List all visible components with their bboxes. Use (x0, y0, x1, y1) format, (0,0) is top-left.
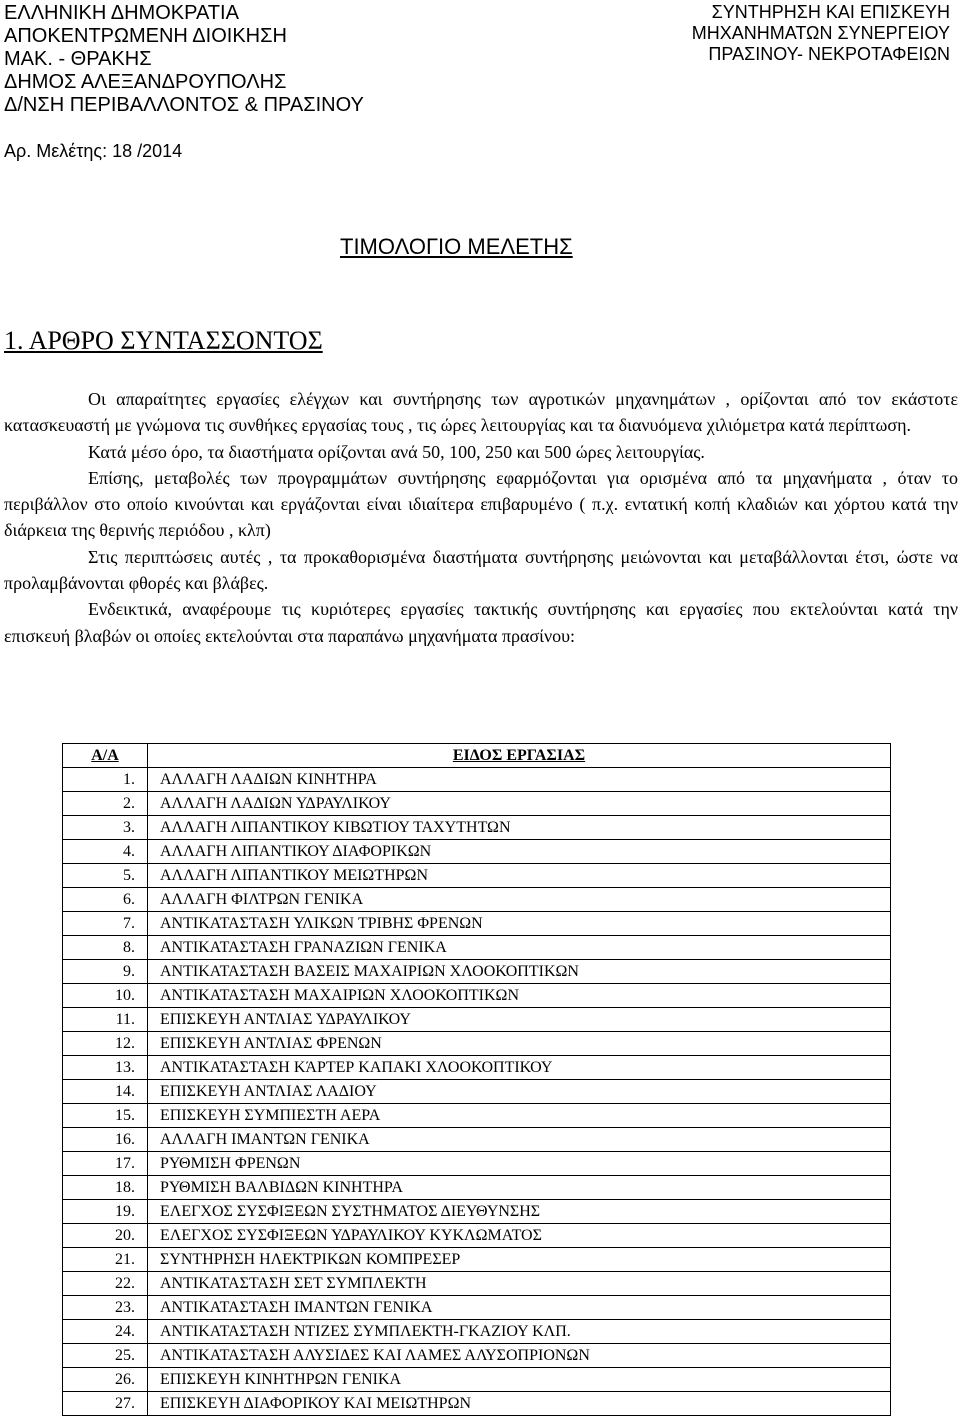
table-row (63, 912, 891, 936)
row-work-type: ΕΛΕΓΧΟΣ ΣΥΣΦΙΞΕΩΝ ΥΔΡΑΥΛΙΚΟΥ ΚΥΚΛΩΜΑΤΟΣ (148, 1224, 891, 1248)
row-work-type: ΑΝΤΙΚΑΤΑΣΤΑΣΗ ΒΑΣΕΙΣ ΜΑΧΑΙΡΙΩΝ ΧΛΟΟΚΟΠΤΙΚΩΝ (148, 960, 891, 984)
row-work-type: ΕΠΙΣΚΕΥΗ ΣΥΜΠΙΕΣΤΗ ΑΕΡΑ (148, 1104, 891, 1128)
table-row (63, 1248, 891, 1272)
paragraph: Στις περιπτώσεις αυτές , τα προκαθορισμένα διαστήματα συντήρησης μειώνονται και μεταβάλλονται έτσι, ώστε να προλαμβάνονται φθορές και βλάβες. (4, 546, 958, 594)
row-work-type: ΑΛΛΑΓΗ ΛΙΠΑΝΤΙΚΟΥ ΔΙΑΦΟΡΙΚΩΝ (148, 840, 891, 864)
row-index: 22. (63, 1272, 148, 1296)
table-row (63, 840, 891, 864)
row-index: 27. (63, 1392, 148, 1416)
table-row (63, 1008, 891, 1032)
row-index: 1. (63, 768, 148, 792)
row-work-type: ΕΠΙΣΚΕΥΗ ΑΝΤΛΙΑΣ ΦΡΕΝΩΝ (148, 1032, 891, 1056)
table-row (63, 864, 891, 888)
row-index: 8. (63, 936, 148, 960)
row-index: 12. (63, 1032, 148, 1056)
issuer-line: ΕΛΛΗΝΙΚΗ ΔΗΜΟΚΡΑΤΙΑ (4, 2, 239, 24)
article-heading: 1. ΑΡΘΡΟ ΣΥΝΤΑΣΣΟΝΤΟΣ (4, 326, 323, 355)
row-work-type: ΑΛΛΑΓΗ ΛΑΔΙΩΝ ΚΙΝΗΤΗΡΑ (148, 768, 891, 792)
row-index: 15. (63, 1104, 148, 1128)
row-index: 9. (63, 960, 148, 984)
row-index: 20. (63, 1224, 148, 1248)
row-work-type: ΑΝΤΙΚΑΤΑΣΤΑΣΗ ΓΡΑΝΑΖΙΩΝ ΓΕΝΙΚΑ (148, 936, 891, 960)
row-work-type: ΑΝΤΙΚΑΤΑΣΤΑΣΗ ΑΛΥΣΙΔΕΣ ΚΑΙ ΛΑΜΕΣ ΑΛΥΣΟΠΡΙΟΝΩΝ (148, 1344, 891, 1368)
row-work-type: ΑΝΤΙΚΑΤΑΣΤΑΣΗ ΚΆΡΤΕΡ ΚΑΠΑΚΙ ΧΛΟΟΚΟΠΤΙΚΟΥ (148, 1056, 891, 1080)
study-number: Αρ. Μελέτης: 18 /2014 (4, 141, 183, 161)
row-work-type: ΕΠΙΣΚΕΥΗ ΚΙΝΗΤΗΡΩΝ ΓΕΝΙΚΑ (148, 1368, 891, 1392)
row-index: 25. (63, 1344, 148, 1368)
column-header-work-type: ΕΙΔΟΣ ΕΡΓΑΣΙΑΣ (148, 744, 891, 768)
row-work-type: ΕΠΙΣΚΕΥΗ ΔΙΑΦΟΡΙΚΟΥ ΚΑΙ ΜΕΙΩΤΗΡΩΝ (148, 1392, 891, 1416)
table-row (63, 1224, 891, 1248)
row-work-type: ΑΝΤΙΚΑΤΑΣΤΑΣΗ ΙΜΑΝΤΩΝ ΓΕΝΙΚΑ (148, 1296, 891, 1320)
document-title: ΤΙΜΟΛΟΓΙΟ ΜΕΛΕΤΗΣ (340, 234, 573, 259)
table-row (63, 1344, 891, 1368)
row-work-type: ΑΛΛΑΓΗ ΛΑΔΙΩΝ ΥΔΡΑΥΛΙΚΟΥ (148, 792, 891, 816)
table-row (63, 1032, 891, 1056)
row-work-type: ΑΝΤΙΚΑΤΑΣΤΑΣΗ ΝΤΙΖΕΣ ΣΥΜΠΛΕΚΤΗ-ΓΚΑΖΙΟΥ ΚΛΠ. (148, 1320, 891, 1344)
project-title-line: ΠΡΑΣΙΝΟΥ- ΝΕΚΡΟΤΑΦΕΙΩΝ (708, 44, 950, 64)
table-row (63, 984, 891, 1008)
row-work-type: ΑΛΛΑΓΗ ΛΙΠΑΝΤΙΚΟΥ ΚΙΒΩΤΙΟΥ ΤΑΧΥΤΗΤΩΝ (148, 816, 891, 840)
row-work-type: ΑΛΛΑΓΗ ΛΙΠΑΝΤΙΚΟΥ ΜΕΙΩΤΗΡΩΝ (148, 864, 891, 888)
row-index: 4. (63, 840, 148, 864)
row-work-type: ΕΠΙΣΚΕΥΗ ΑΝΤΛΙΑΣ ΥΔΡΑΥΛΙΚΟΥ (148, 1008, 891, 1032)
row-index: 11. (63, 1008, 148, 1032)
issuer-line: ΜΑΚ. - ΘΡΑΚΗΣ (4, 48, 152, 70)
row-index: 18. (63, 1176, 148, 1200)
row-index: 24. (63, 1320, 148, 1344)
row-work-type: ΡΥΘΜΙΣΗ ΦΡΕΝΩΝ (148, 1152, 891, 1176)
row-index: 3. (63, 816, 148, 840)
row-index: 5. (63, 864, 148, 888)
table-row (63, 1080, 891, 1104)
table-row (63, 1152, 891, 1176)
body-text (4, 386, 958, 649)
row-index: 21. (63, 1248, 148, 1272)
row-index: 14. (63, 1080, 148, 1104)
table-body (63, 768, 891, 1416)
table-row (63, 1392, 891, 1416)
row-work-type: ΕΠΙΣΚΕΥΗ ΑΝΤΛΙΑΣ ΛΑΔΙΟΥ (148, 1080, 891, 1104)
table-row (63, 1128, 891, 1152)
table-row (63, 1368, 891, 1392)
row-work-type: ΑΝΤΙΚΑΤΑΣΤΑΣΗ ΜΑΧΑΙΡΙΩΝ ΧΛΟΟΚΟΠΤΙΚΩΝ (148, 984, 891, 1008)
row-index: 7. (63, 912, 148, 936)
row-work-type: ΣΥΝΤΗΡΗΣΗ ΗΛΕΚΤΡΙΚΩΝ ΚΟΜΠΡΕΣΕΡ (148, 1248, 891, 1272)
issuer-line: ΔΗΜΟΣ ΑΛΕΞΑΝΔΡΟΥΠΟΛΗΣ (4, 71, 287, 93)
row-index: 23. (63, 1296, 148, 1320)
issuer-block (4, 2, 364, 117)
row-work-type: ΑΛΛΑΓΗ ΦΙΛΤΡΩΝ ΓΕΝΙΚΑ (148, 888, 891, 912)
project-title-block (692, 2, 950, 65)
table-row (63, 1056, 891, 1080)
paragraph: Κατά μέσο όρο, τα διαστήματα ορίζονται ανά 50, 100, 250 και 500 ώρες λειτουργίας. (88, 441, 705, 462)
paragraph: Οι απαραίτητες εργασίες ελέγχων και συντήρησης των αγροτικών μηχανημάτων , ορίζονται από τον εκάστοτε κατασκευαστή με γνώμονα τις συνθήκες εργασίας τους , τις ώρες λειτουργίας και τα διανυόμενα χιλιόμετρα κατά περίπτωση. (4, 389, 958, 436)
row-index: 16. (63, 1128, 148, 1152)
table-row (63, 816, 891, 840)
issuer-line: ΑΠΟΚΕΝΤΡΩΜΕΝΗ ΔΙΟΙΚΗΣΗ (4, 25, 287, 47)
row-index: 10. (63, 984, 148, 1008)
project-title-line: ΜΗΧΑΝΗΜΑΤΩΝ ΣΥΝΕΡΓΕΙΟΥ (691, 23, 950, 43)
table-row (63, 1200, 891, 1224)
table-row (63, 768, 891, 792)
table-row (63, 960, 891, 984)
table-row (63, 1320, 891, 1344)
row-work-type: ΕΛΕΓΧΟΣ ΣΥΣΦΙΞΕΩΝ ΣΥΣΤΗΜΑΤΟΣ ΔΙΕΥΘΥΝΣΗΣ (148, 1200, 891, 1224)
table-header-row (63, 744, 891, 768)
row-work-type: ΑΝΤΙΚΑΤΑΣΤΑΣΗ ΣΕΤ ΣΥΜΠΛΕΚΤΗ (148, 1272, 891, 1296)
table-row (63, 1104, 891, 1128)
row-work-type: ΑΝΤΙΚΑΤΑΣΤΑΣΗ ΥΛΙΚΩΝ ΤΡΙΒΗΣ ΦΡΕΝΩΝ (148, 912, 891, 936)
row-index: 13. (63, 1056, 148, 1080)
row-work-type: ΑΛΛΑΓΗ ΙΜΑΝΤΩΝ ΓΕΝΙΚΑ (148, 1128, 891, 1152)
table-row (63, 888, 891, 912)
paragraph: Επίσης, μεταβολές των προγραμμάτων συντήρησης εφαρμόζονται για ορισμένα από τα μηχανήματα , όταν το περιβάλλον στο οποίο κινούνται και εργάζονται είναι ιδιαίτερα επιβαρυμένο ( π.χ. εντατική κοπή κλαδιών και χόρτου κατά την διάρκεια της θερινής περιόδου , κλπ) (4, 467, 958, 541)
table-row (63, 1296, 891, 1320)
table-row (63, 1272, 891, 1296)
row-work-type: ΡΥΘΜΙΣΗ ΒΑΛΒΙΔΩΝ ΚΙΝΗΤΗΡΑ (148, 1176, 891, 1200)
issuer-line: Δ/ΝΣΗ ΠΕΡΙΒΑΛΛΟΝΤΟΣ & ΠΡΑΣΙΝΟΥ (4, 94, 364, 116)
row-index: 6. (63, 888, 148, 912)
table-row (63, 936, 891, 960)
row-index: 17. (63, 1152, 148, 1176)
column-header-index: Α/Α (63, 744, 148, 768)
paragraph: Ενδεικτικά, αναφέρουμε τις κυριότερες εργασίες τακτικής συντήρησης και εργασίες που εκτελούνται κατά την επισκευή βλαβών οι οποίες εκτελούνται στα παραπάνω μηχανήματα πρασίνου: (4, 599, 958, 646)
row-index: 26. (63, 1368, 148, 1392)
work-types-table (62, 743, 891, 1416)
row-index: 19. (63, 1200, 148, 1224)
table-row (63, 792, 891, 816)
row-index: 2. (63, 792, 148, 816)
table-row (63, 1176, 891, 1200)
project-title-line: ΣΥΝΤΗΡΗΣΗ ΚΑΙ ΕΠΙΣΚΕΥΗ (711, 2, 950, 22)
